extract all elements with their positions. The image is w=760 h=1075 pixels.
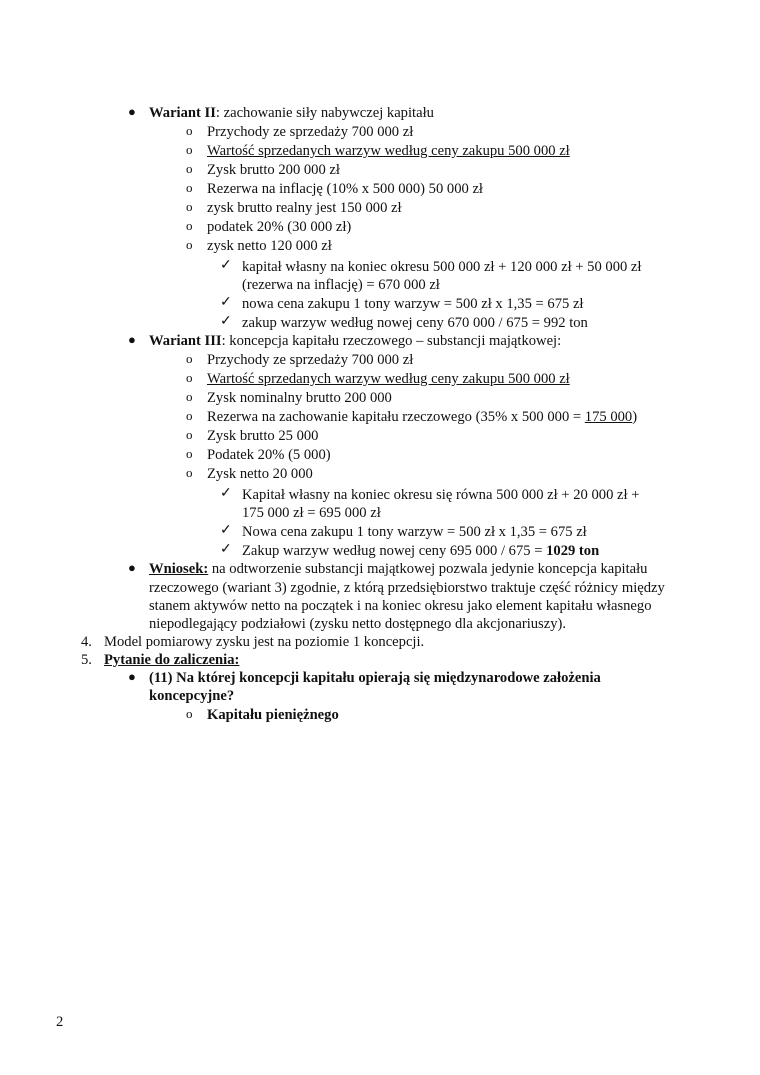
circle-bullet-icon: o <box>186 446 193 461</box>
point5-heading <box>104 651 239 669</box>
point4-text: Model pomiarowy zysku jest na poziomie 1 koncepcji. <box>104 634 425 650</box>
wariant3-rezerwa-close: ) <box>632 409 638 425</box>
circle-bullet-icon: o <box>186 142 193 157</box>
checkmark-icon: ✓ <box>220 542 232 557</box>
question-line-2 <box>149 687 234 705</box>
circle-bullet-icon: o <box>186 427 193 442</box>
point4-number: 4. <box>81 634 92 650</box>
bullet-icon: ● <box>128 104 136 119</box>
wariant3-check-3-text: Zakup warzyw według nowej ceny 695 000 / 675 = <box>242 543 547 559</box>
wariant2-item-6: podatek 20% (30 000 zł) <box>207 219 352 235</box>
wniosek-line-3: stanem aktywów netto na początek i na koniec okresu jako element kapitału własnego <box>149 598 652 614</box>
circle-bullet-icon: o <box>186 123 193 138</box>
circle-bullet-icon: o <box>186 465 193 480</box>
wariant2-item-1: Przychody ze sprzedaży 700 000 zł <box>207 124 414 140</box>
wariant2-label: Wariant II <box>149 105 216 121</box>
circle-bullet-icon: o <box>186 237 193 252</box>
checkmark-icon: ✓ <box>220 295 232 310</box>
wariant3-check-1b: 175 000 zł = 695 000 zł <box>242 505 381 521</box>
wniosek-text-1: na odtworzenie substancji majątkowej pozwala jedynie koncepcja kapitału <box>208 561 648 577</box>
checkmark-icon: ✓ <box>220 314 232 329</box>
wariant2-check-1b: (rezerwa na inflację) = 670 000 zł <box>242 277 440 293</box>
wariant3-item-1: Przychody ze sprzedaży 700 000 zł <box>207 352 414 368</box>
wariant2-check-1a: kapitał własny na koniec okresu 500 000 zł + 120 000 zł + 50 000 zł <box>242 259 642 275</box>
bullet-icon: ● <box>128 560 136 575</box>
point5-heading-text: Pytanie do zaliczenia: <box>104 652 240 668</box>
checkmark-icon: ✓ <box>220 258 232 273</box>
page-number: 2 <box>56 1014 64 1030</box>
question-text-2: koncepcyjne? <box>149 688 235 704</box>
question-line-1 <box>149 669 601 687</box>
circle-bullet-icon: o <box>186 389 193 404</box>
wariant2-item-3: Zysk brutto 200 000 zł <box>207 162 340 178</box>
wariant2-check-2: nowa cena zakupu 1 tony warzyw = 500 zł x 1,35 = 675 zł <box>242 296 584 312</box>
circle-bullet-icon: o <box>186 370 193 385</box>
checkmark-icon: ✓ <box>220 486 232 501</box>
bullet-icon: ● <box>128 332 136 347</box>
circle-bullet-icon: o <box>186 218 193 233</box>
wariant2-rest: : zachowanie siły nabywczej kapitału <box>215 105 434 121</box>
wariant2-item-7: zysk netto 120 000 zł <box>207 238 332 254</box>
circle-bullet-icon: o <box>186 161 193 176</box>
wniosek-label: Wniosek: <box>149 561 209 577</box>
answer-line <box>207 706 339 724</box>
wariant3-rezerwa-text: Rezerwa na zachowanie kapitału rzeczowego (35% x 500 000 = <box>207 409 585 425</box>
wariant3-check-2: Nowa cena zakupu 1 tony warzyw = 500 zł x 1,35 = 675 zł <box>242 524 587 540</box>
wariant3-rezerwa-value: 175 000 <box>584 409 633 425</box>
answer-text: Kapitału pieniężnego <box>207 707 339 723</box>
wariant3-check-1a: Kapitał własny na koniec okresu się równa 500 000 zł + 20 000 zł + <box>242 487 640 503</box>
wniosek-line-2: rzeczowego (wariant 3) zgodnie, z którą przedsiębiorstwo traktuje część różnicy między <box>149 580 665 596</box>
wniosek-line-1 <box>149 560 647 578</box>
wariant3-rest: : koncepcja kapitału rzeczowego – substancji majątkowej: <box>221 333 562 349</box>
wariant2-check-3: zakup warzyw według nowej ceny 670 000 / 675 = 992 ton <box>242 315 588 331</box>
circle-bullet-icon: o <box>186 408 193 423</box>
wariant3-item-6: Podatek 20% (5 000) <box>207 447 331 463</box>
circle-bullet-icon: o <box>186 199 193 214</box>
wariant3-heading <box>149 332 561 350</box>
wariant3-check-3 <box>242 542 599 560</box>
wariant3-item-2: Wartość sprzedanych warzyw według ceny zakupu 500 000 zł <box>207 371 570 387</box>
checkmark-icon: ✓ <box>220 523 232 538</box>
wariant3-tons: 1029 ton <box>546 543 600 559</box>
wariant2-item-4: Rezerwa na inflację (10% x 500 000) 50 000 zł <box>207 181 483 197</box>
wniosek-line-4: niepodlegający podziałowi (zysku netto dostępnego dla akcjonariuszy). <box>149 616 567 632</box>
wariant3-item-3: Zysk nominalny brutto 200 000 <box>207 390 392 406</box>
wariant3-item-4 <box>207 408 637 426</box>
circle-bullet-icon: o <box>186 706 193 721</box>
wariant3-label: Wariant III <box>149 333 222 349</box>
circle-bullet-icon: o <box>186 180 193 195</box>
circle-bullet-icon: o <box>186 351 193 366</box>
wariant3-item-7: Zysk netto 20 000 <box>207 466 313 482</box>
wariant3-item-5: Zysk brutto 25 000 <box>207 428 319 444</box>
wariant2-heading <box>149 104 434 122</box>
wariant2-item-2: Wartość sprzedanych warzyw według ceny zakupu 500 000 zł <box>207 143 570 159</box>
bullet-icon: ● <box>128 669 136 684</box>
wariant2-item-5: zysk brutto realny jest 150 000 zł <box>207 200 402 216</box>
point5-number: 5. <box>81 652 92 668</box>
question-text-1: (11) Na której koncepcji kapitału opierają się międzynarodowe założenia <box>149 670 601 686</box>
